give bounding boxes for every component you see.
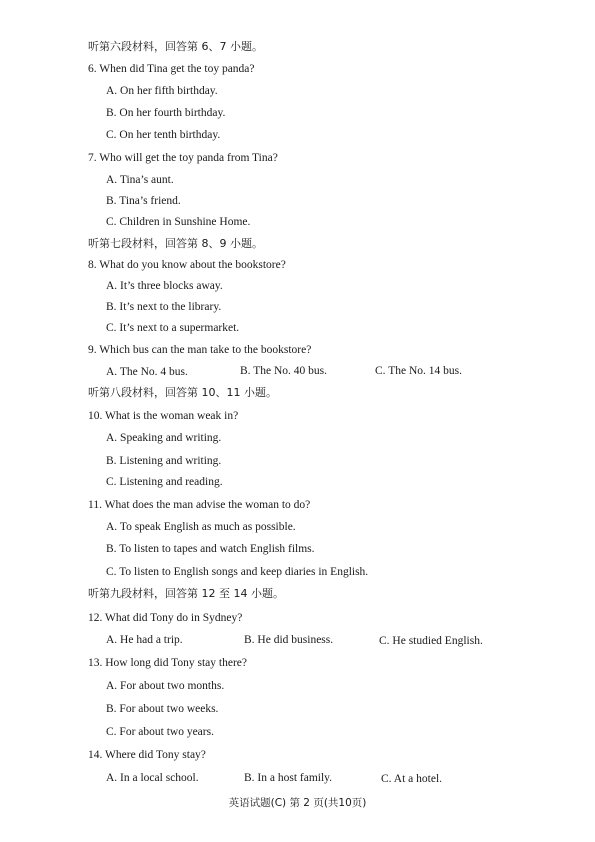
question-9-option-a: A. The No. 4 bus. [106,366,188,378]
question-10-option-b: B. Listening and writing. [106,455,222,467]
question-11-option-a: A. To speak English as much as possible. [106,521,296,533]
question-13-stem: 13. How long did Tony stay there? [88,657,248,669]
question-7-stem: 7. Who will get the toy panda from Tina? [88,152,278,164]
question-14-stem: 14. Where did Tony stay? [88,749,206,761]
question-10-option-c: C. Listening and reading. [106,476,223,488]
question-7-option-b: B. Tina’s friend. [106,195,181,207]
question-12-stem: 12. What did Tony do in Sydney? [88,612,243,624]
question-12-option-a: A. He had a trip. [106,634,183,646]
question-10-stem: 10. What is the woman weak in? [88,410,239,422]
section-6-instruction: 听第六段材料，回答第 6、7 小题。 [88,40,263,53]
question-14-option-b: B. In a host family. [244,772,333,784]
question-6-stem: 6. When did Tina get the toy panda? [88,63,255,75]
question-13-option-b: B. For about two weeks. [106,703,219,715]
question-12-option-c: C. He studied English. [379,635,483,647]
question-11-option-c: C. To listen to English songs and keep diaries in English. [106,566,369,578]
question-8-option-b: B. It’s next to the library. [106,301,222,313]
question-6-option-a: A. On her fifth birthday. [106,85,218,97]
section-8-instruction: 听第八段材料，回答第 10、11 小题。 [88,386,277,399]
question-11-option-b: B. To listen to tapes and watch English films. [106,543,315,555]
section-9-instruction: 听第九段材料，回答第 12 至 14 小题。 [88,587,284,600]
question-14-option-a: A. In a local school. [106,772,199,784]
question-9-option-b: B. The No. 40 bus. [240,365,327,377]
section-7-instruction: 听第七段材料，回答第 8、9 小题。 [88,237,263,250]
question-11-stem: 11. What does the man advise the woman to do? [88,499,311,511]
question-6-option-c: C. On her tenth birthday. [106,129,221,141]
question-9-option-c: C. The No. 14 bus. [375,365,462,377]
question-14-option-c: C. At a hotel. [381,773,443,785]
question-13-option-a: A. For about two months. [106,680,225,692]
question-7-option-a: A. Tina’s aunt. [106,174,174,186]
question-10-option-a: A. Speaking and writing. [106,432,222,444]
question-9-stem: 9. Which bus can the man take to the bookstore? [88,344,312,356]
question-8-option-c: C. It’s next to a supermarket. [106,322,240,334]
question-6-option-b: B. On her fourth birthday. [106,107,226,119]
question-12-option-b: B. He did business. [244,634,334,646]
page-footer: 英语试题(C) 第 2 页(共10页) [228,797,367,809]
question-7-option-c: C. Children in Sunshine Home. [106,216,251,228]
question-8-stem: 8. What do you know about the bookstore? [88,259,286,271]
question-13-option-c: C. For about two years. [106,726,214,738]
question-8-option-a: A. It’s three blocks away. [106,280,223,292]
